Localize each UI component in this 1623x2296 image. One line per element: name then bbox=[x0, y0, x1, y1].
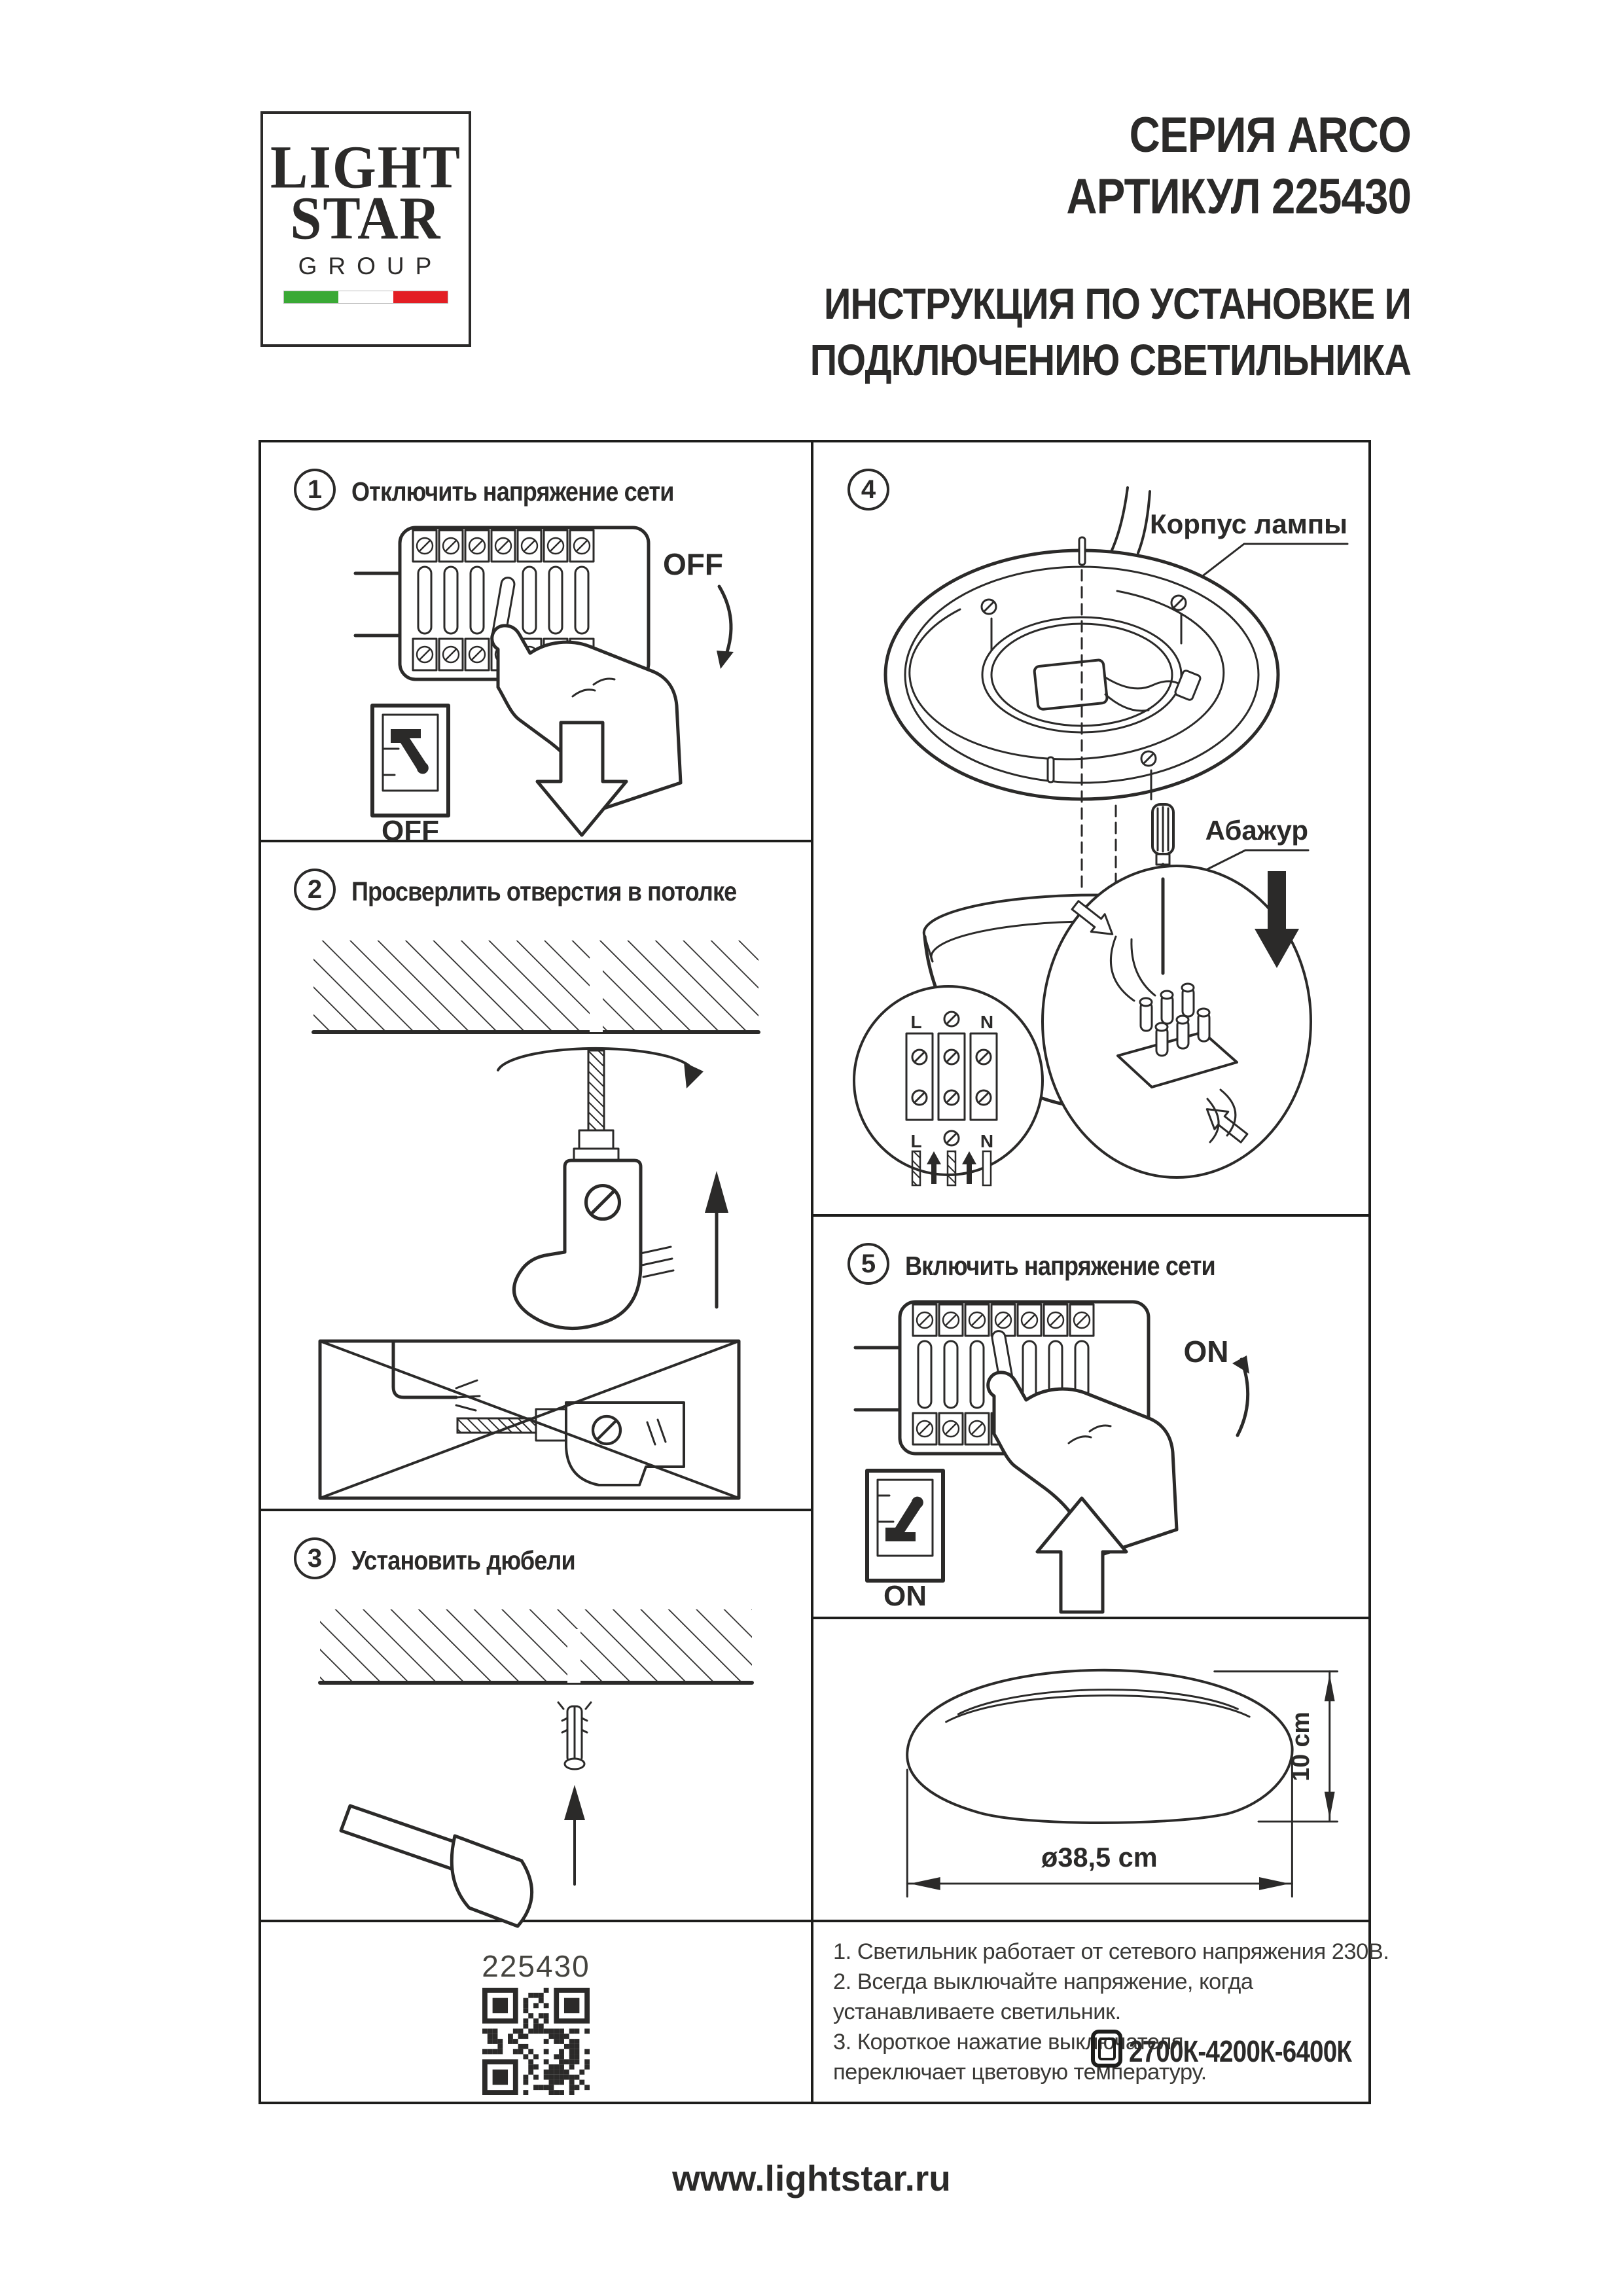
step1-number-badge bbox=[294, 469, 336, 511]
on-label: ON bbox=[1183, 1335, 1229, 1369]
driver-box bbox=[1034, 660, 1107, 710]
wire bbox=[948, 1151, 955, 1185]
instruction-grid bbox=[259, 440, 1389, 2104]
step5-cell bbox=[813, 1217, 1368, 1617]
website-link: www.lightstar.ru bbox=[672, 2158, 951, 2198]
wire bbox=[912, 1151, 920, 1185]
step2-title: Просверлить отверстия в потолке bbox=[351, 876, 737, 906]
step3-number: 3 bbox=[307, 1543, 323, 1573]
switch-on-icon bbox=[867, 1471, 943, 1612]
rotate-down-arrow-icon bbox=[719, 586, 731, 656]
step2-cell bbox=[261, 842, 811, 1509]
switch-off-icon bbox=[372, 706, 448, 847]
lamp-assembly-illustration bbox=[820, 478, 1363, 1211]
dowel-icon bbox=[558, 1702, 591, 1769]
step3-title: Установить дюбели bbox=[351, 1545, 575, 1575]
wire bbox=[1111, 488, 1128, 553]
hammer-icon bbox=[341, 1806, 532, 1926]
diameter-dimension-label: ø38,5 cm bbox=[1041, 1842, 1158, 1873]
lamp-side-view bbox=[907, 1670, 1292, 1823]
note-line: 1. Светильник работает от сетевого напряжения 230В. bbox=[833, 1939, 1389, 1964]
note-line: 2. Всегда выключайте напряжение, когда устанавливаете светильник. bbox=[833, 1969, 1253, 2024]
up-arrow-icon bbox=[564, 1785, 585, 1820]
switch-off-label: OFF bbox=[382, 815, 439, 847]
step2-number: 2 bbox=[307, 874, 323, 904]
article-number: 225430 bbox=[482, 1949, 590, 1983]
off-label: OFF bbox=[663, 547, 723, 581]
logo-word-group: GROUP bbox=[298, 253, 443, 279]
height-dimension-label: 10 cm bbox=[1287, 1712, 1315, 1782]
flag-red bbox=[393, 291, 448, 303]
step1-title: Отключить напряжение сети bbox=[351, 476, 674, 507]
note-line: 3. Короткое нажатие выключателя переключает цветовую температуру. bbox=[833, 2030, 1207, 2085]
wire bbox=[1138, 492, 1150, 553]
ceiling-hatch bbox=[320, 1609, 752, 1683]
flag-green bbox=[284, 291, 338, 303]
breaker-on-illustration bbox=[853, 1295, 1324, 1617]
step5-number: 5 bbox=[861, 1249, 876, 1278]
dimension-drawing bbox=[813, 1619, 1368, 1920]
step5-title: Включить напряжение сети bbox=[905, 1251, 1215, 1281]
lamp-body-label: Корпус лампы bbox=[1150, 509, 1347, 539]
speed-lines bbox=[641, 1247, 673, 1277]
qr-code bbox=[482, 1988, 590, 2095]
color-temperature-label: 2700К-4200К-6400К bbox=[1129, 2034, 1352, 2068]
step1-number: 1 bbox=[307, 475, 323, 504]
up-arrow-icon bbox=[705, 1171, 728, 1213]
series-title: СЕРИЯ ARCO bbox=[1129, 107, 1411, 163]
step2-number-badge bbox=[294, 869, 336, 910]
article-title: АРТИКУЛ 225430 bbox=[1066, 169, 1411, 224]
no-drill-warning bbox=[320, 1341, 739, 1498]
step3-number-badge bbox=[294, 1537, 336, 1579]
instruction-title-line2: ПОДКЛЮЧЕНИЮ СВЕТИЛЬНИКА bbox=[810, 336, 1411, 385]
step3-cell bbox=[261, 1511, 811, 1920]
switch-on-label: ON bbox=[883, 1580, 927, 1612]
drill-body bbox=[514, 1160, 641, 1329]
document-header bbox=[681, 105, 1411, 389]
breaker-off-illustration bbox=[353, 521, 798, 847]
step5-number-badge bbox=[847, 1243, 889, 1285]
drilling-illustration bbox=[294, 941, 778, 1503]
flag-white bbox=[338, 291, 393, 303]
notes-cell bbox=[813, 1922, 1389, 2102]
height-dimension bbox=[1215, 1672, 1338, 1821]
drill-bit bbox=[588, 1050, 604, 1130]
terminal-l-bottom-label: L bbox=[910, 1131, 922, 1151]
terminal-n-bottom-label: N bbox=[980, 1131, 994, 1151]
step1-cell bbox=[261, 442, 811, 847]
color-temp-switch-icon bbox=[1091, 2030, 1122, 2068]
terminal-detail-small bbox=[854, 986, 1043, 1185]
italian-flag-stripe bbox=[283, 291, 448, 304]
diameter-dimension bbox=[907, 1762, 1292, 1897]
logo-word-star: STAR bbox=[290, 184, 442, 252]
ceiling-hatch bbox=[313, 941, 758, 1032]
instruction-title-line1: ИНСТРУКЦИЯ ПО УСТАНОВКЕ И bbox=[823, 279, 1411, 329]
logo-word-light: LIGHT bbox=[270, 133, 461, 201]
article-cell bbox=[261, 1922, 811, 2102]
step4-number: 4 bbox=[861, 475, 876, 504]
shade-label: Абажур bbox=[1205, 815, 1308, 846]
dowel-illustration bbox=[307, 1609, 765, 1917]
terminal-n-top-label: N bbox=[980, 1012, 994, 1032]
lightstar-logo bbox=[260, 111, 471, 347]
dimensions-cell bbox=[813, 1619, 1368, 1920]
terminal-l-top-label: L bbox=[910, 1012, 922, 1032]
terminal-detail-large bbox=[1043, 866, 1311, 1177]
wire bbox=[983, 1151, 991, 1185]
step4-cell bbox=[813, 442, 1368, 1214]
